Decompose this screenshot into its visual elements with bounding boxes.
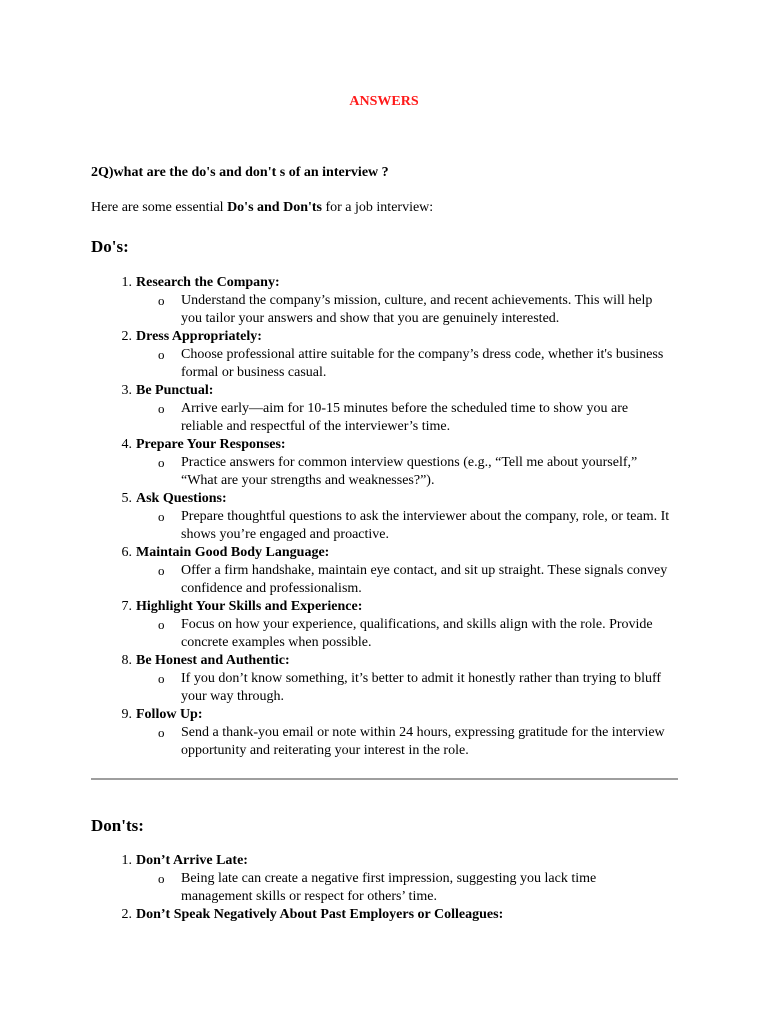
bullet-icon: o [158,871,165,886]
dos-list [0,274,768,760]
list-item [0,598,768,652]
bullet-icon: o [158,725,165,740]
horizontal-divider [91,778,678,780]
item-description [158,346,671,382]
item-description-text: Arrive early—aim for 10-15 minutes before the scheduled time to show you are reliable and respectful of the interviewer’s time. [181,401,629,434]
item-number: 2. [121,907,132,922]
item-description-text: If you don’t know something, it’s better to admit it honestly rather than trying to bluff your way through. [181,671,662,704]
item-number: 7. [121,599,132,614]
item-number: 8. [121,653,132,668]
item-number: 3. [121,383,132,398]
item-number: 1. [121,853,132,868]
item-title: Research the Company: [136,275,280,290]
item-description-text: Practice answers for common interview questions (e.g., “Tell me about yourself,” “What are your strengths and weaknesses?”). [181,455,638,488]
item-description-text: Send a thank-you email or note within 24 hours, expressing gratitude for the interview opportunity and reiterating your interest in the role. [181,725,665,758]
item-title: Be Honest and Authentic: [136,653,290,668]
item-description-text: Being late can create a negative first impression, suggesting you lack time management skills or respect for others’ time. [181,871,597,904]
donts-heading: Don'ts: [91,816,144,835]
item-title: Don’t Speak Negatively About Past Employers or Colleagues: [136,907,504,922]
list-item [0,436,768,490]
item-description [158,454,671,490]
item-title: Prepare Your Responses: [136,437,286,452]
item-description [158,292,671,328]
item-number: 4. [121,437,132,452]
item-title: Dress Appropriately: [136,329,262,344]
bullet-icon: o [158,617,165,632]
item-description [158,724,671,760]
item-description-text: Offer a firm handshake, maintain eye contact, and sit up straight. These signals convey confidence and professionalism. [181,563,668,596]
item-number: 9. [121,707,132,722]
item-description [158,508,671,544]
item-description-text: Choose professional attire suitable for the company’s dress code, whether it's business formal or business casual. [181,347,664,380]
item-number: 5. [121,491,132,506]
list-item [0,706,768,760]
item-description [158,670,671,706]
item-title: Don’t Arrive Late: [136,853,248,868]
list-item [0,490,768,544]
item-number: 6. [121,545,132,560]
list-item [0,328,768,382]
bullet-icon: o [158,347,165,362]
item-title: Highlight Your Skills and Experience: [136,599,363,614]
question-heading: 2Q)what are the do's and don't s of an interview ? [91,165,389,180]
donts-list [0,852,768,924]
item-description-text: Prepare thoughtful questions to ask the interviewer about the company, role, or team. It shows you’re engaged and proactive. [181,509,670,542]
list-item [0,382,768,436]
list-item [0,906,768,924]
intro-text-before: Here are some essential [91,200,228,215]
item-description-text: Understand the company’s mission, culture, and recent achievements. This will help you tailor your answers and show that you are genuinely interested. [181,293,653,326]
dos-heading: Do's: [91,237,129,256]
item-title: Follow Up: [136,707,203,722]
intro-paragraph [91,200,433,216]
bullet-icon: o [158,563,165,578]
list-item [0,652,768,706]
item-description [158,562,671,598]
bullet-icon: o [158,509,165,524]
page-title: ANSWERS [349,94,419,109]
list-item [0,544,768,598]
item-title: Ask Questions: [136,491,227,506]
item-number: 2. [121,329,132,344]
item-title: Be Punctual: [136,383,214,398]
item-description-text: Focus on how your experience, qualifications, and skills align with the role. Provide concrete examples when possible. [181,617,653,650]
bullet-icon: o [158,671,165,686]
intro-text-bold: Do's and Don'ts [227,200,322,215]
item-number: 1. [121,275,132,290]
intro-text-after: for a job interview: [321,200,434,215]
bullet-icon: o [158,455,165,470]
list-item [0,852,768,906]
item-description [158,870,671,906]
bullet-icon: o [158,401,165,416]
item-title: Maintain Good Body Language: [136,545,330,560]
item-description [158,616,671,652]
bullet-icon: o [158,293,165,308]
item-description [158,400,671,436]
list-item [0,274,768,328]
